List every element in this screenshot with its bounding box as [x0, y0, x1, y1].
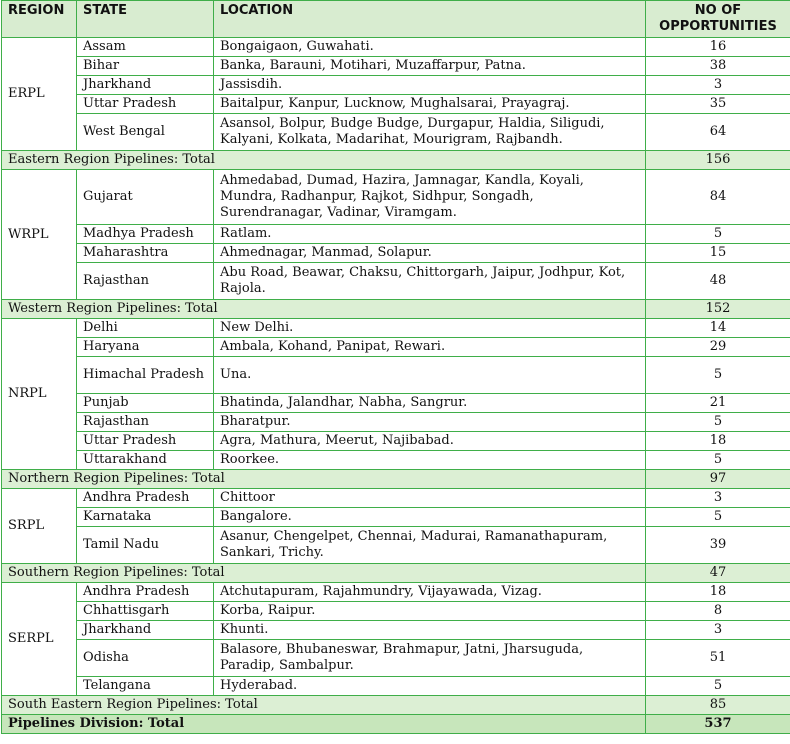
subtotal-value: 156: [646, 151, 790, 170]
state-cell: Tamil Nadu: [77, 527, 214, 564]
count-cell: 16: [646, 38, 790, 57]
region-cell: NRPL: [2, 319, 77, 470]
subtotal-value: 47: [646, 564, 790, 583]
subtotal-row: [2, 151, 790, 170]
grand-total-label: Pipelines Division: Total: [2, 715, 646, 734]
state-cell: Madhya Pradesh: [77, 225, 214, 244]
table-row: [2, 527, 790, 564]
grand-total-row: [2, 715, 790, 734]
location-cell: Bangalore.: [214, 508, 646, 527]
region-cell: WRPL: [2, 170, 77, 300]
location-cell: Banka, Barauni, Motihari, Muzaffarpur, Patna.: [214, 57, 646, 76]
count-cell: 5: [646, 357, 790, 394]
state-cell: Punjab: [77, 394, 214, 413]
count-cell: 5: [646, 413, 790, 432]
location-cell: Ratlam.: [214, 225, 646, 244]
location-cell: Ahmedabad, Dumad, Hazira, Jamnagar, Kandla, Koyali, Mundra, Radhanpur, Rajkot, Sidhpur, Songadh, Surendranagar, Vadinar, Viramgam.: [214, 170, 646, 225]
opportunities-header: NO OF OPPORTUNITIES: [646, 1, 790, 38]
table-row: [2, 57, 790, 76]
location-cell: Roorkee.: [214, 451, 646, 470]
count-cell: 3: [646, 621, 790, 640]
state-cell: Andhra Pradesh: [77, 583, 214, 602]
location-cell: Jassisdih.: [214, 76, 646, 95]
subtotal-label: South Eastern Region Pipelines: Total: [2, 696, 646, 715]
state-cell: Jharkhand: [77, 621, 214, 640]
state-cell: Uttarakhand: [77, 451, 214, 470]
count-cell: 15: [646, 244, 790, 263]
subtotal-value: 97: [646, 470, 790, 489]
subtotal-label: Western Region Pipelines: Total: [2, 300, 646, 319]
location-cell: Bongaigaon, Guwahati.: [214, 38, 646, 57]
state-cell: Jharkhand: [77, 76, 214, 95]
location-cell: Baitalpur, Kanpur, Lucknow, Mughalsarai, Prayagraj.: [214, 95, 646, 114]
state-cell: Assam: [77, 38, 214, 57]
count-cell: 18: [646, 432, 790, 451]
location-cell: Ahmednagar, Manmad, Solapur.: [214, 244, 646, 263]
table-row: [2, 508, 790, 527]
subtotal-row: [2, 564, 790, 583]
state-cell: Andhra Pradesh: [77, 489, 214, 508]
state-cell: Telangana: [77, 677, 214, 696]
state-cell: West Bengal: [77, 114, 214, 151]
state-cell: Haryana: [77, 338, 214, 357]
table-row: [2, 114, 790, 151]
table-row: [2, 394, 790, 413]
table-row: [2, 338, 790, 357]
location-cell: Hyderabad.: [214, 677, 646, 696]
table-row: [2, 263, 790, 300]
location-cell: Asansol, Bolpur, Budge Budge, Durgapur, Haldia, Siligudi, Kalyani, Kolkata, Madarihat, Mourigram, Rajbandh.: [214, 114, 646, 151]
opportunities-table: [1, 0, 790, 734]
state-cell: Odisha: [77, 640, 214, 677]
count-cell: 21: [646, 394, 790, 413]
count-cell: 48: [646, 263, 790, 300]
location-cell: Ambala, Kohand, Panipat, Rewari.: [214, 338, 646, 357]
table-row: [2, 451, 790, 470]
state-cell: Himachal Pradesh: [77, 357, 214, 394]
subtotal-row: [2, 696, 790, 715]
state-cell: Rajasthan: [77, 263, 214, 300]
count-cell: 5: [646, 225, 790, 244]
location-cell: Abu Road, Beawar, Chaksu, Chittorgarh, Jaipur, Jodhpur, Kot, Rajola.: [214, 263, 646, 300]
state-cell: Chhattisgarh: [77, 602, 214, 621]
location-cell: Bhatinda, Jalandhar, Nabha, Sangrur.: [214, 394, 646, 413]
location-cell: Bharatpur.: [214, 413, 646, 432]
state-cell: Rajasthan: [77, 413, 214, 432]
state-cell: Uttar Pradesh: [77, 432, 214, 451]
table-row: [2, 640, 790, 677]
table-row: [2, 319, 790, 338]
state-cell: Karnataka: [77, 508, 214, 527]
state-cell: Delhi: [77, 319, 214, 338]
table-row: [2, 413, 790, 432]
count-cell: 18: [646, 583, 790, 602]
location-cell: Asanur, Chengelpet, Chennai, Madurai, Ramanathapuram, Sankari, Trichy.: [214, 527, 646, 564]
location-cell: Khunti.: [214, 621, 646, 640]
count-cell: 8: [646, 602, 790, 621]
count-cell: 5: [646, 451, 790, 470]
count-cell: 51: [646, 640, 790, 677]
count-cell: 29: [646, 338, 790, 357]
location-cell: Agra, Mathura, Meerut, Najibabad.: [214, 432, 646, 451]
region-cell: SERPL: [2, 583, 77, 696]
region-header: REGION: [2, 1, 77, 38]
count-cell: 5: [646, 677, 790, 696]
region-cell: SRPL: [2, 489, 77, 564]
table-row: [2, 76, 790, 95]
grand-total-value: 537: [646, 715, 790, 734]
location-cell: Korba, Raipur.: [214, 602, 646, 621]
count-cell: 3: [646, 76, 790, 95]
state-cell: Uttar Pradesh: [77, 95, 214, 114]
table-row: [2, 170, 790, 225]
subtotal-value: 85: [646, 696, 790, 715]
subtotal-row: [2, 300, 790, 319]
location-cell: Balasore, Bhubaneswar, Brahmapur, Jatni, Jharsuguda, Paradip, Sambalpur.: [214, 640, 646, 677]
subtotal-label: Eastern Region Pipelines: Total: [2, 151, 646, 170]
state-cell: Bihar: [77, 57, 214, 76]
table-row: [2, 677, 790, 696]
location-cell: Una.: [214, 357, 646, 394]
subtotal-row: [2, 470, 790, 489]
table-row: [2, 432, 790, 451]
table-row: [2, 357, 790, 394]
region-cell: ERPL: [2, 38, 77, 151]
location-header: LOCATION: [214, 1, 646, 38]
table-row: [2, 602, 790, 621]
count-cell: 84: [646, 170, 790, 225]
header-row: [2, 1, 790, 38]
table-row: [2, 95, 790, 114]
count-cell: 38: [646, 57, 790, 76]
state-header: STATE: [77, 1, 214, 38]
table-row: [2, 489, 790, 508]
location-cell: New Delhi.: [214, 319, 646, 338]
count-cell: 14: [646, 319, 790, 338]
table-row: [2, 583, 790, 602]
table-row: [2, 38, 790, 57]
subtotal-label: Northern Region Pipelines: Total: [2, 470, 646, 489]
subtotal-label: Southern Region Pipelines: Total: [2, 564, 646, 583]
table-row: [2, 621, 790, 640]
table-row: [2, 225, 790, 244]
subtotal-value: 152: [646, 300, 790, 319]
count-cell: 64: [646, 114, 790, 151]
location-cell: Atchutapuram, Rajahmundry, Vijayawada, Vizag.: [214, 583, 646, 602]
count-cell: 39: [646, 527, 790, 564]
count-cell: 35: [646, 95, 790, 114]
state-cell: Gujarat: [77, 170, 214, 225]
state-cell: Maharashtra: [77, 244, 214, 263]
location-cell: Chittoor: [214, 489, 646, 508]
count-cell: 5: [646, 508, 790, 527]
table-row: [2, 244, 790, 263]
count-cell: 3: [646, 489, 790, 508]
